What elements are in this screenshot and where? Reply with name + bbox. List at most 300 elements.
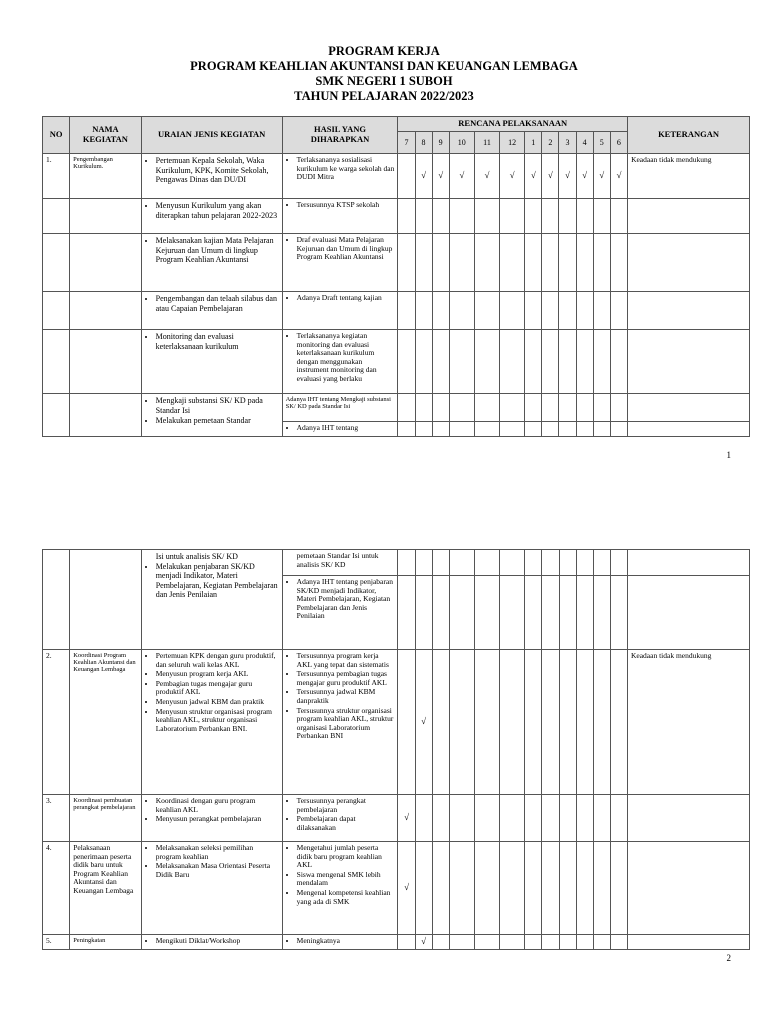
list-item: • Tersusunnya pembagian tugas mengajar guru produktif AKL xyxy=(297,670,395,687)
title-line-1: PROGRAM KERJA xyxy=(328,44,440,58)
month-cell xyxy=(525,842,542,935)
activity-details-list xyxy=(145,652,279,733)
expected-results xyxy=(282,292,398,330)
work-program-table-page-2 xyxy=(42,549,750,950)
month-cell xyxy=(576,795,593,842)
month-cell xyxy=(449,234,474,292)
month-cell xyxy=(474,330,499,394)
month-cell xyxy=(593,154,610,199)
checkmark-icon: √ xyxy=(421,936,427,946)
month-cell xyxy=(415,234,432,292)
month-cell xyxy=(542,154,559,199)
list-item: • Pertemuan KPK dengan guru produktif, dan seluruh wali kelas AKL xyxy=(156,652,279,669)
month-cell xyxy=(542,576,559,650)
expected-results: Adanya IHT tentang Mengkaji substansi SK/ KD pada Standar Isi xyxy=(282,394,398,422)
row-number xyxy=(43,234,70,292)
month-cell xyxy=(525,154,542,199)
title-line-2: PROGRAM KEAHLIAN AKUNTANSI DAN KEUANGAN LEMBAGA xyxy=(190,59,578,73)
month-cell xyxy=(432,935,449,950)
month-cell xyxy=(576,234,593,292)
month-cell xyxy=(610,422,627,437)
header-rencana: RENCANA PELAKSANAAN xyxy=(398,117,628,132)
list-item: • Pertemuan Kepala Sekolah, Waka Kurikulum, KPK, Komite Sekolah, Pengawas Dinas dan DU/DI xyxy=(156,156,279,185)
month-cell xyxy=(474,550,499,576)
table-row xyxy=(43,292,750,330)
checkmark-icon: √ xyxy=(530,170,536,181)
continued-text: Isi untuk analisis SK/ KD xyxy=(155,552,238,561)
month-cell xyxy=(525,650,542,795)
month-cell xyxy=(474,650,499,795)
month-cell xyxy=(593,935,610,950)
month-cell xyxy=(610,234,627,292)
activity-name xyxy=(70,234,141,292)
month-cell xyxy=(542,935,559,950)
activity-details-list xyxy=(145,797,279,824)
month-cell xyxy=(398,394,415,422)
month-cell xyxy=(593,422,610,437)
expected-results xyxy=(282,199,398,234)
header-month: 2 xyxy=(542,132,559,154)
table-row xyxy=(43,842,750,935)
row-number: 5. xyxy=(43,935,70,950)
month-cell xyxy=(474,795,499,842)
header-keterangan: KETERANGAN xyxy=(628,117,750,154)
month-cell xyxy=(559,576,576,650)
expected-results-list xyxy=(286,578,395,621)
month-cell xyxy=(432,154,449,199)
month-cell xyxy=(610,935,627,950)
continued-text: pemetaan Standar Isi untuk analisis SK/ KD xyxy=(296,551,379,569)
table-row xyxy=(43,650,750,795)
month-cell xyxy=(398,199,415,234)
month-cell xyxy=(576,292,593,330)
month-cell xyxy=(500,234,525,292)
expected-results xyxy=(282,576,398,650)
row-number xyxy=(43,292,70,330)
page-number-1: 1 xyxy=(726,450,731,460)
row-number: 1. xyxy=(43,154,70,199)
month-cell xyxy=(432,330,449,394)
month-cell xyxy=(610,576,627,650)
activity-name: Peningkatan xyxy=(70,935,142,950)
activity-details-list xyxy=(145,156,279,185)
month-cell xyxy=(559,234,576,292)
table-row xyxy=(43,550,750,576)
activity-name: Pengembangan Kurikulum. xyxy=(70,154,141,199)
month-cell xyxy=(610,795,627,842)
list-item: • Monitoring dan evaluasi keterlaksanaan kurikulum xyxy=(156,332,279,351)
month-cell xyxy=(432,842,449,935)
month-cell xyxy=(432,234,449,292)
expected-results-list xyxy=(286,797,395,832)
month-cell xyxy=(398,795,415,842)
checkmark-icon: √ xyxy=(599,170,605,181)
list-item: • Mengetahui jumlah peserta didik baru program keahlian AKL xyxy=(297,844,395,870)
expected-results-list xyxy=(286,424,395,433)
month-cell xyxy=(415,199,432,234)
month-cell xyxy=(415,292,432,330)
month-cell xyxy=(398,842,415,935)
month-cell xyxy=(432,650,449,795)
list-item: • Terlaksananya kegiatan monitoring dan evaluasi keterlaksanaan kurikulum dengan menggunakan instrument monitoring dan evaluasi yang berlaku xyxy=(297,332,395,384)
month-cell xyxy=(449,935,474,950)
activity-details xyxy=(141,935,282,950)
list-item: • Menyusun perangkat pembelajaran xyxy=(156,815,279,824)
title-line-3: SMK NEGERI 1 SUBOH xyxy=(315,74,453,88)
month-cell xyxy=(559,292,576,330)
month-cell xyxy=(559,422,576,437)
list-item: • Draf evaluasi Mata Pelajaran Kejuruan dan Umum di lingkup Program Keahlian Akuntansi xyxy=(297,236,395,262)
month-cell xyxy=(432,550,449,576)
activity-details xyxy=(141,650,282,795)
row-number: 2. xyxy=(43,650,70,795)
table-row xyxy=(43,330,750,394)
month-cell xyxy=(559,795,576,842)
month-cell xyxy=(432,292,449,330)
expected-results-list xyxy=(286,652,395,741)
expected-results xyxy=(282,154,398,199)
list-item: • Siswa mengenal SMK lebih mendalam xyxy=(297,871,395,888)
header-no: NO xyxy=(43,117,70,154)
expected-results xyxy=(282,795,398,842)
month-cell xyxy=(576,154,593,199)
month-cell xyxy=(415,550,432,576)
month-cell xyxy=(525,234,542,292)
checkmark-icon: √ xyxy=(404,812,410,823)
checkmark-icon: √ xyxy=(421,716,427,727)
table-row xyxy=(43,154,750,199)
list-item: • Mengikuti Diklat/Workshop xyxy=(156,937,279,946)
month-cell xyxy=(525,576,542,650)
activity-details xyxy=(141,842,282,935)
activity-name xyxy=(70,199,141,234)
month-cell xyxy=(576,842,593,935)
expected-results xyxy=(282,550,398,576)
month-cell xyxy=(398,234,415,292)
month-cell xyxy=(610,842,627,935)
remarks xyxy=(627,842,749,935)
month-cell xyxy=(593,330,610,394)
header-month: 10 xyxy=(449,132,474,154)
month-cell xyxy=(474,234,499,292)
month-cell xyxy=(593,394,610,422)
month-cell xyxy=(525,795,542,842)
expected-results-list xyxy=(286,294,395,303)
month-cell xyxy=(525,935,542,950)
month-cell xyxy=(525,394,542,422)
month-cell xyxy=(525,199,542,234)
month-cell xyxy=(559,199,576,234)
list-item: • Koordinasi dengan guru program keahlian AKL xyxy=(156,797,279,814)
month-cell xyxy=(500,650,525,795)
activity-name xyxy=(70,550,142,650)
list-item: • Adanya IHT tentang xyxy=(297,424,395,433)
header-month: 4 xyxy=(576,132,593,154)
expected-results xyxy=(282,330,398,394)
activity-details-list xyxy=(145,937,279,946)
expected-results-list xyxy=(286,937,395,946)
expected-results-list xyxy=(286,201,395,210)
expected-results-list xyxy=(286,156,395,182)
list-item: • Melaksanakan seleksi pemilihan program keahlian xyxy=(156,844,279,861)
month-cell xyxy=(415,842,432,935)
month-cell xyxy=(398,650,415,795)
month-cell xyxy=(474,394,499,422)
list-item: • Tersusunnya program kerja AKL yang tepat dan sistematis xyxy=(297,652,395,669)
month-cell xyxy=(542,330,559,394)
month-cell xyxy=(432,199,449,234)
expected-results xyxy=(282,234,398,292)
table-row xyxy=(43,199,750,234)
month-cell xyxy=(576,394,593,422)
month-cell xyxy=(593,842,610,935)
header-nama-kegiatan: NAMA KEGIATAN xyxy=(70,117,141,154)
work-program-table-page-1 xyxy=(42,116,750,437)
month-cell xyxy=(542,550,559,576)
list-item: • Tersusunnya jadwal KBM danpraktik xyxy=(297,688,395,705)
checkmark-icon: √ xyxy=(582,170,588,181)
month-cell xyxy=(449,199,474,234)
month-cell xyxy=(415,422,432,437)
activity-details-list xyxy=(145,236,279,265)
activity-details xyxy=(141,199,282,234)
month-cell xyxy=(398,576,415,650)
month-cell xyxy=(542,292,559,330)
checkmark-icon: √ xyxy=(404,882,410,893)
expected-results xyxy=(282,842,398,935)
header-month: 12 xyxy=(500,132,525,154)
activity-details-list xyxy=(145,562,279,600)
month-cell xyxy=(432,422,449,437)
month-cell xyxy=(474,292,499,330)
month-cell xyxy=(398,154,415,199)
header-month: 11 xyxy=(474,132,499,154)
checkmark-icon: √ xyxy=(616,170,622,181)
month-cell xyxy=(500,576,525,650)
list-item: • Tersusunnya perangkat pembelajaran xyxy=(297,797,395,814)
month-cell xyxy=(610,199,627,234)
month-cell xyxy=(432,795,449,842)
activity-name: Koordinasi Program Keahlian Akuntansi dan Keuangan Lembaga xyxy=(70,650,142,795)
month-cell xyxy=(576,422,593,437)
month-cell xyxy=(415,576,432,650)
list-item: • Menyusun program kerja AKL xyxy=(156,670,279,679)
month-cell xyxy=(415,154,432,199)
activity-details-list xyxy=(145,844,279,879)
month-cell xyxy=(474,935,499,950)
list-item: • Menyusun struktur organisasi program keahlian AKL, struktur organisasi Laboratorium Perbankan BNI. xyxy=(156,708,279,734)
month-cell xyxy=(500,330,525,394)
month-cell xyxy=(500,154,525,199)
remarks xyxy=(628,394,750,422)
checkmark-icon: √ xyxy=(509,170,515,181)
remarks xyxy=(628,330,750,394)
remarks xyxy=(627,935,749,950)
expected-results-list xyxy=(286,332,395,384)
table-row xyxy=(43,795,750,842)
checkmark-icon: √ xyxy=(547,170,553,181)
checkmark-icon: √ xyxy=(484,170,490,181)
month-cell xyxy=(398,550,415,576)
list-item: • Melakukan pemetaan Standar xyxy=(156,416,279,426)
remarks xyxy=(628,234,750,292)
row-number xyxy=(43,199,70,234)
month-cell xyxy=(559,650,576,795)
header-month: 5 xyxy=(593,132,610,154)
month-cell xyxy=(474,154,499,199)
month-cell xyxy=(576,330,593,394)
month-cell xyxy=(474,842,499,935)
remarks: Keadaan tidak mendukung xyxy=(627,650,749,795)
list-item: • Adanya IHT tentang penjabaran SK/KD menjadi Indikator, Materi Pembelajaran, Kegiatan Pembelajaran dan Jenis Penilaian xyxy=(297,578,395,621)
month-cell xyxy=(432,576,449,650)
activity-details-list xyxy=(145,201,279,220)
list-item: • Melakukan penjabaran SK/KD menjadi Indikator, Materi Pembelajaran, Kegiatan Pembelajaran dan Jenis Penilaian xyxy=(156,562,279,600)
checkmark-icon: √ xyxy=(565,170,570,181)
header-month: 8 xyxy=(415,132,432,154)
activity-name xyxy=(70,330,141,394)
month-cell xyxy=(559,394,576,422)
list-item: • Pembagian tugas mengajar guru produktif AKL xyxy=(156,680,279,697)
row-number: 3. xyxy=(43,795,70,842)
header-month: 3 xyxy=(559,132,576,154)
month-cell xyxy=(500,292,525,330)
remarks xyxy=(628,292,750,330)
row-number: 4. xyxy=(43,842,70,935)
month-cell xyxy=(449,330,474,394)
month-cell xyxy=(576,199,593,234)
month-cell xyxy=(500,422,525,437)
month-cell xyxy=(474,199,499,234)
list-item: • Mengkaji substansi SK/ KD pada Standar Isi xyxy=(156,396,279,415)
list-item: • Adanya Draft tentang kajian xyxy=(297,294,395,303)
month-cell xyxy=(610,394,627,422)
row-number xyxy=(43,394,70,437)
activity-details xyxy=(141,234,282,292)
activity-details xyxy=(141,795,282,842)
month-cell xyxy=(449,154,474,199)
header-hasil: HASIL YANG DIHARAPKAN xyxy=(282,117,398,154)
month-cell xyxy=(415,394,432,422)
month-cell xyxy=(525,422,542,437)
month-cell xyxy=(593,292,610,330)
month-cell xyxy=(525,330,542,394)
month-cell xyxy=(593,576,610,650)
month-cell xyxy=(610,154,627,199)
month-cell xyxy=(449,650,474,795)
month-cell xyxy=(542,199,559,234)
month-cell xyxy=(610,550,627,576)
month-cell xyxy=(500,935,525,950)
month-cell xyxy=(542,422,559,437)
month-cell xyxy=(415,650,432,795)
month-cell xyxy=(398,935,415,950)
activity-details-list xyxy=(145,294,279,313)
month-cell xyxy=(500,795,525,842)
expected-results-list xyxy=(286,236,395,262)
remarks xyxy=(628,422,750,437)
month-cell xyxy=(500,550,525,576)
title-line-4: TAHUN PELAJARAN 2022/2023 xyxy=(294,89,474,103)
list-item: • Melaksanakan kajian Mata Pelajaran Kejuruan dan Umum di lingkup Program Keahlian Akuntansi xyxy=(156,236,279,265)
month-cell xyxy=(525,292,542,330)
checkmark-icon: √ xyxy=(459,170,465,181)
remarks xyxy=(627,795,749,842)
month-cell xyxy=(398,330,415,394)
list-item: • Melaksanakan Masa Orientasi Peserta Didik Baru xyxy=(156,862,279,879)
activity-details xyxy=(141,154,282,199)
table-row xyxy=(43,234,750,292)
month-cell xyxy=(500,199,525,234)
expected-results xyxy=(282,422,398,437)
header-month: 7 xyxy=(398,132,415,154)
month-cell xyxy=(593,199,610,234)
month-cell xyxy=(593,795,610,842)
activity-details-list xyxy=(145,396,279,426)
header-month: 6 xyxy=(610,132,627,154)
checkmark-icon: √ xyxy=(421,170,427,181)
row-number xyxy=(43,550,70,650)
expected-results-list xyxy=(286,844,395,906)
activity-details xyxy=(141,394,282,437)
month-cell xyxy=(593,550,610,576)
month-cell xyxy=(415,935,432,950)
activity-details xyxy=(141,550,282,650)
page-number-2: 2 xyxy=(726,953,731,963)
month-cell xyxy=(576,550,593,576)
header-month: 1 xyxy=(525,132,542,154)
list-item: • Mengenal kompetensi keahlian yang ada di SMK xyxy=(297,889,395,906)
month-cell xyxy=(610,650,627,795)
list-item: • Menyusun Kurikulum yang akan diterapkan tahun pelajaran 2022-2023 xyxy=(156,201,279,220)
list-item: • Tersusunnya struktur organisasi program keahlian AKL, struktur organisasi Laboratorium Perbankan BNI xyxy=(297,707,395,741)
month-cell xyxy=(449,422,474,437)
remarks xyxy=(627,550,749,576)
month-cell xyxy=(542,394,559,422)
month-cell xyxy=(542,650,559,795)
month-cell xyxy=(542,234,559,292)
expected-results xyxy=(282,650,398,795)
month-cell xyxy=(474,576,499,650)
month-cell xyxy=(576,576,593,650)
month-cell xyxy=(576,650,593,795)
header-uraian: URAIAN JENIS KEGIATAN xyxy=(141,117,282,154)
month-cell xyxy=(398,292,415,330)
month-cell xyxy=(559,550,576,576)
list-item: • Pembelajaran dapat dilaksanakan xyxy=(297,815,395,832)
table-row xyxy=(43,394,750,422)
month-cell xyxy=(500,394,525,422)
document-title-block xyxy=(0,44,768,104)
activity-details-list xyxy=(145,332,279,351)
month-cell xyxy=(474,422,499,437)
activity-name: Koordinasi pembuatan perangkat pembelajaran xyxy=(70,795,142,842)
expected-results xyxy=(282,935,398,950)
remarks: Keadaan tidak mendukung xyxy=(628,154,750,199)
month-cell xyxy=(449,550,474,576)
list-item: • Meningkatnya xyxy=(297,937,395,946)
list-item: • Tersusunnya KTSP sekolah xyxy=(297,201,395,210)
month-cell xyxy=(610,292,627,330)
activity-details xyxy=(141,330,282,394)
month-cell xyxy=(449,576,474,650)
month-cell xyxy=(593,234,610,292)
month-cell xyxy=(559,154,576,199)
list-item: • Menyusun jadwal KBM dan praktik xyxy=(156,698,279,707)
month-cell xyxy=(559,935,576,950)
row-number xyxy=(43,330,70,394)
list-item: • Pengembangan dan telaah silabus dan atau Capaian Pembelajaran xyxy=(156,294,279,313)
